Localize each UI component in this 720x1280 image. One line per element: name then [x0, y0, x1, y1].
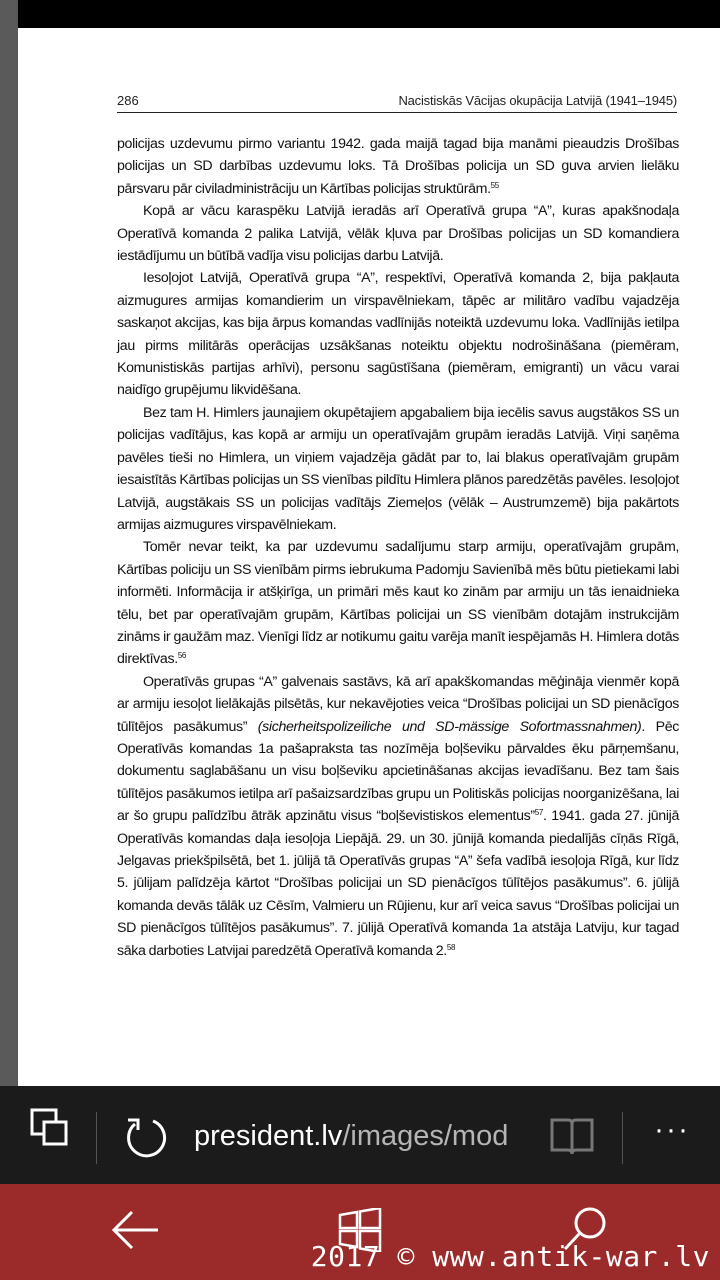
body-text	[117, 133, 679, 962]
reading-view-icon[interactable]	[548, 1116, 596, 1158]
address-path: /images/mod	[342, 1120, 509, 1152]
paragraph	[117, 267, 679, 401]
paragraph-text: Iesoļojot Latvijā, Operatīvā grupa “A”, respektīvi, Operatīvā komanda 2, bija pakļauta aizmugures armijas komandierim un virspavēlniekam, tāpēc ar militāro vadību vajadzēja saskaņot akcijas, kas bija ārpus komandas vadlīnijās noteiktā uzdevumu loka. Vadlīnijās ietilpa jau pirms militārās operācijas uzsākšanas noteiktu objektu nodrošināšana (piemēram, Komunistiskās partijas arhīvi), personu sagūstīšana (piemēram, emigranti) un vācu varai naidīgo grupējumu likvidēšana.	[117, 270, 679, 399]
paragraph-text: Bez tam H. Himlers jaunajiem okupētajiem apgabaliem bija iecēlis savus augstākos SS un policijas vadītājus, kas kopā ar armiju un operatīvajām grupām ieradās Latvijā. Viņi saņēma pavēles tieši no Himlera, un viņiem vajadzēja gādāt par to, lai blakus operatīvajām grupām iesaistītās Kārtības policijas un SS vienības pildītu Himlera plānos paredzētās pavēles. Iesoļojot Latvijā, augstākais SS un policijas vadītājs Ziemeļos (vēlāk – Austrumzemē) bija pakārtots armijas aizmugures virspavēlniekam.	[117, 404, 679, 533]
footnote-ref[interactable]: 56	[177, 651, 187, 661]
page-gutter	[0, 0, 18, 1090]
paragraph-text: Tomēr nevar teikt, ka par uzdevumu sadalījumu starp armiju, operatīvajām grupām, Kārtības policiju un SS vienībām pirms iebrukuma Padomju Savienībā mēs būtu pietiekami labi informēti. Informācija ir atšķirīga, un primāri mēs kaut ko zinām par armiju un tās ienaidnieka tēlu, bet par operatīvajām grupām, Kārtības policijai un SS vienībām dotajām instrukcijām zināms ir gaužām maz. Vienīgi līdz ar notikumu gaitu varēja manīt iespējamās H. Himlera dotās direktīvas.	[117, 539, 679, 668]
paragraph-text: . Pēc Operatīvās komandas 1a pašapraksta tas nozīmēja boļševiku pārvaldes ēku pārņemšanu, dokumentu saglabāšanu un visu boļševiku apcietināšanas akcijas ievadīšanu. Bez tam šais tūlītējos pasākumos ietilpa arī pašaizsardzības grupu un Politiskās policijas noorganizēšana, lai ar šo grupu palīdzību ātrāk apzinātu visus “boļševistiskos elementus”	[117, 718, 679, 825]
refresh-icon[interactable]	[123, 1114, 169, 1160]
more-icon[interactable]: ···	[654, 1113, 690, 1146]
footnote-ref[interactable]: 58	[446, 942, 456, 952]
address-bar[interactable]	[194, 1120, 534, 1156]
tabs-icon[interactable]	[30, 1108, 70, 1148]
italic-term: (sicherheitspolizeiliche und SD-mässige Sofortmassnahmen)	[257, 718, 642, 735]
browser-toolbar	[0, 1086, 720, 1184]
address-host: president.lv	[194, 1120, 343, 1152]
paragraph	[117, 536, 679, 670]
document-page[interactable]	[18, 28, 720, 1086]
status-bar	[0, 0, 720, 28]
paragraph	[117, 200, 679, 267]
paragraph-text: . 1941. gada 27. jūnijā Operatīvās komandas daļa iesoļoja Liepājā. 29. un 30. jūnijā komanda piedalījās cīņās Rīgā, Jelgavas priekšpilsētā, bet 1. jūlijā tā Operatīvās grupas “A” šefa vadībā iesoļoja Rīgā, kur līdz 5. jūlijam palīdzēja kārtot “Drošības policijai un SD pienācīgos tūlītējos pasākumus”. 6. jūlijā komanda devās tālāk uz Cēsīm, Valmieru un Rūjienu, kur arī veica savus “Drošības policijai un SD pienācīgos tūlītējos pasākumus”. 7. jūlijā Operatīvā komanda 1a atstāja Latviju, kur tagad sāka darboties Latvijai paredzētā Operatīvā komanda 2.	[117, 808, 679, 959]
back-arrow-icon[interactable]	[110, 1208, 162, 1252]
paragraph-text: policijas uzdevumu pirmo variantu 1942. gada maijā tagad bija manāmi pieaudzis Drošības policijas un SD darbības uzdevumu loks. Tā Drošības policija un SD guva arvien lielāku pārsvaru pār civiladministrāciju un Kārtības policijas struktūrām.	[117, 136, 679, 197]
system-navbar	[0, 1184, 720, 1280]
paragraph-text: Operatīvās grupas “A” galvenais sastāvs, kā arī apakškomandas mēģināja vienmēr kopā ar armiju iesoļot lielākajās pilsētās, kur nekavējoties veica “Drošības policijai un SD pienācīgos tūlītējos pasākumus”	[117, 673, 679, 735]
footnote-ref[interactable]: 57	[534, 808, 543, 818]
paragraph-text: Kopā ar vācu karaspēku Latvijā ieradās arī Operatīvā grupa “A”, kuras apakšnodaļa Operatīvā komanda 2 palika Latvijā, vēlāk kļuva par Drošības policijas un SD komandiera iestādījumu un būtībā vadīja visu policijas darbu Latvijā.	[117, 203, 679, 265]
paragraph	[117, 671, 679, 962]
running-title: Nacistiskās Vācijas okupācija Latvijā (1941–1945)	[398, 93, 677, 108]
page-number: 286	[117, 93, 139, 108]
footnote-ref[interactable]: 55	[490, 180, 499, 190]
paragraph	[117, 402, 679, 536]
watermark: 2017 © www.antik-war.lv	[310, 1240, 710, 1273]
paragraph	[117, 133, 679, 200]
toolbar-divider	[622, 1112, 623, 1164]
toolbar-divider	[96, 1112, 97, 1164]
page-header	[117, 92, 677, 113]
